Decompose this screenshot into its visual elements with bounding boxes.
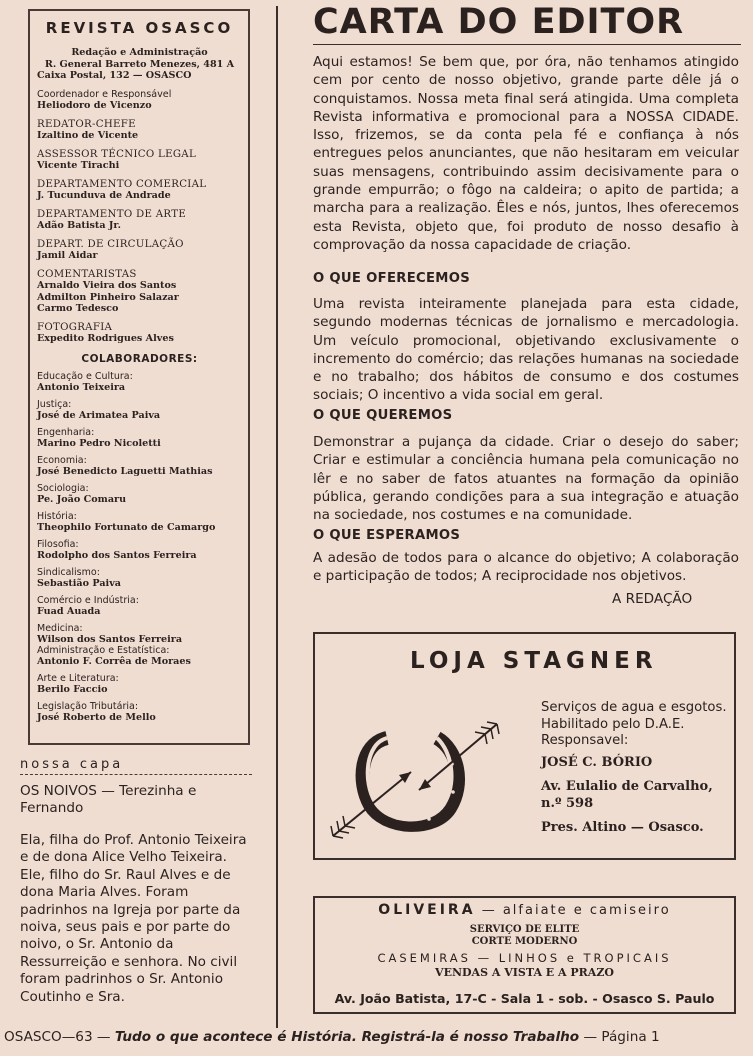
masthead-title: REVISTA OSASCO [45,19,234,37]
collaborator-name: Antonio Teixeira [37,381,126,393]
ad-loja-responsavel: JOSÉ C. BÓRIO [541,754,653,770]
staff-name: Vicente Tirachi [37,160,120,171]
collaborator-entry [37,455,242,477]
ad-oliveira-header [315,902,734,918]
collaborator-entry [37,567,242,589]
collaborator-name: Sebastião Paiva [37,577,121,589]
collaborator-category: Justiça: [37,398,72,410]
collaborator-entry [37,399,242,421]
collaborators-heading: COLABORADORES: [81,352,198,365]
staff-name: J. Tucunduva de Andrade [37,190,171,201]
staff-name: Adão Batista Jr. [37,220,121,231]
collaborator-category: Filosofia: [37,538,79,550]
ad-loja-services: Serviços de agua e esgotos. [541,700,727,715]
ad-oliveira-line: SERVIÇO DE ELITE [469,924,580,935]
staff-name: Expedito Rodrigues Alves [37,333,174,344]
collaborator-category: Engenharia: [37,426,95,438]
staff-role: DEPARTAMENTO COMERCIAL [37,178,207,190]
ad-loja-responsavel-label: Responsavel: [541,733,629,748]
collaborator-entry [37,483,242,505]
staff-entry [37,149,242,172]
section-heading: O QUE ESPERAMOS [313,528,461,543]
footer-motto: Tudo o que acontece é História. Registrá-la é nosso Trabalho [114,1029,580,1045]
staff-entry [37,269,242,315]
ad-oliveira-address: Av. João Batista, 17-C - Sala 1 - sob. - Osasco S. Paulo [334,990,715,1006]
collaborator-name: Fuad Auada [37,605,101,617]
collaborator-category: Medicina: [37,622,83,634]
ad-loja-name: LOJA STAGNER [410,648,658,674]
ad-loja-stagner [313,632,736,860]
ad-oliveira-line: VENDAS A VISTA E A PRAZO [435,966,614,979]
collaborator-name: Pe. João Comaru [37,493,127,505]
collaborator-name: Antonio F. Corrêa de Moraes [37,655,191,667]
page-footer [4,1029,753,1045]
ad-oliveira-products: CASEMIRAS — LINHOS e TROPICAIS [377,951,672,965]
staff-entry [37,322,242,345]
collaborator-name: Wilson dos Santos Ferreira [37,633,183,645]
footer-issue: OSASCO—63 — [4,1029,111,1045]
collaborator-entry [37,623,242,645]
collaborator-entry [37,539,242,561]
collaborator-category: Arte e Literatura: [37,672,119,684]
collaborator-category: Comércio e Indústria: [37,594,139,606]
address-line: R. General Barreto Menezes, 481 A [44,58,235,70]
staff-role: REDATOR-CHEFE [37,118,136,130]
collaborator-name: José Roberto de Mello [37,711,156,723]
column-divider [276,6,278,1028]
editor-letter-intro: Aqui estamos! Se bem que, por óra, não tenhamos atingido cem por cento de nosso objetivo, grande parte dêle já o conquistamos. Nossa meta final será atingida. Uma completa Revista informativa e promocional para a NOSSA CIDADE. Isso, frizemos, se da conta pela fé e confiança à nós entregues pelos anunciantes, que não hesitaram em veicular suas mensagens, contribuindo assim decisivamente para o grande empurrão; o fôgo na caldeira; o apito de partida; a marcha para a realização. Êles e nós, juntos, lhes oferecemos esta Revista, objeto que, foi produto de nosso desafio à comprovação da nossa capacidade de criação. [313,54,739,253]
staff-name: Arnaldo Vieira dos Santos Admilton Pinheiro Salazar Carmo Tedesco [37,280,179,314]
collaborator-category: História: [37,510,77,522]
collaborator-name: Theophilo Fortunato de Camargo [37,521,216,533]
ad-oliveira-trade: — alfaiate e camiseiro [481,903,671,918]
section-heading: O QUE QUEREMOS [313,408,453,423]
cover-note [20,757,256,1006]
cover-title: OS NOIVOS — Terezinha e Fernando [20,783,197,816]
section-text: Uma revista inteiramente planejada para esta cidade, segundo modernas técnicas de jornalismo e mercadologia. Um veículo promocional, objetivando exclusivamente o incremento do comércio; das relações humanas na sociedade e no trabalho; dos hábitos de consumo e dos costumes sociais; O incentivo a vida social em geral. [313,296,739,404]
staff-name: Izaltino de Vicente [37,130,139,141]
collaborator-name: José Benedicto Laguetti Mathias [37,465,213,477]
ad-loja-address: Av. Eulalio de Carvalho, n.º 598 [541,779,713,811]
collaborator-category: Legislação Tributária: [37,700,139,712]
collaborator-entry [37,673,242,695]
staff-role: ASSESSOR TÉCNICO LEGAL [37,148,197,160]
ad-loja-city: Pres. Altino — Osasco. [541,820,704,835]
collaborator-entry [37,645,242,667]
signature: A REDAÇÃO [612,591,693,607]
staff-role: DEPART. DE CIRCULAÇÃO [37,238,184,250]
section-text: Demonstrar a pujança da cidade. Criar o desejo do saber; Criar e estimular a conciência humana pela comunicação no lêr e no saber de fatos atuantes na formação da opinião pública, gerando condições para a sua integração e atuação na sociedade, nos costumes e na comunidade. [313,434,739,524]
staff-entry [37,119,242,142]
collaborator-name: José de Arimatea Paiva [37,409,161,421]
title-rule [313,44,741,45]
collaborator-entry [37,595,242,617]
ad-loja-details [541,700,731,837]
collaborator-name: Berilo Faccio [37,683,108,695]
staff-role: FOTOGRAFIA [37,321,113,333]
staff-entry [37,209,242,232]
footer-page: — Página 1 [583,1029,660,1045]
collaborator-category: Sindicalismo: [37,566,100,578]
horseshoe-arrow-icon [325,720,505,848]
ad-oliveira-name: OLIVEIRA [378,902,476,918]
cover-heading: nossa capa [20,757,252,775]
collaborator-entry [37,427,242,449]
staff-entry [37,89,242,112]
masthead-address [37,47,242,82]
staff-name: Heliodoro de Vicenzo [37,100,152,111]
staff-role: DEPARTAMENTO DE ARTE [37,208,187,220]
staff-role: Coordenador e Responsável [37,88,172,100]
collaborators-list [37,371,242,723]
staff-entry [37,179,242,202]
collaborator-category: Sociologia: [37,482,89,494]
collaborator-entry [37,701,242,723]
collaborator-category: Administração e Estatística: [37,644,170,656]
staff-list [37,89,242,345]
cover-text: Ela, filha do Prof. Antonio Teixeira e de dona Alice Velho Teixeira. Ele, filho do Sr. Raul Alves e de dona Maria Alves. Foram padrinhos na Igreja por parte da noiva, seus pais e por parte do noivo, o Sr. Antonio da Ressurreição e senhora. No civil foram padrinhos o Sr. Antonio Coutinho e Sra. [20,832,247,1005]
staff-name: Jamil Aidar [37,250,98,261]
ad-oliveira-line: CORTE MODERNO [471,935,578,947]
address-line: Redação e Administração [71,47,208,58]
editor-letter-title: CARTA DO EDITOR [313,2,685,42]
collaborator-entry [37,371,242,393]
address-line: Caixa Postal, 132 — OSASCO [37,70,192,81]
section-text: A adesão de todos para o alcance do objetivo; A colaboração e participação de todos; A reciprocidade nos objetivos. [313,550,739,585]
masthead-box [28,9,250,745]
collaborator-category: Economia: [37,454,87,466]
collaborator-name: Rodolpho dos Santos Ferreira [37,549,197,561]
ad-loja-habilitado: Habilitado pelo D.A.E. [541,716,685,732]
collaborator-name: Marino Pedro Nicoletti [37,437,161,449]
collaborator-category: Educação e Cultura: [37,370,133,382]
collaborator-entry [37,511,242,533]
staff-entry [37,239,242,262]
staff-role: COMENTARISTAS [37,268,137,280]
ad-oliveira [313,896,736,1014]
section-heading: O QUE OFERECEMOS [313,271,471,286]
